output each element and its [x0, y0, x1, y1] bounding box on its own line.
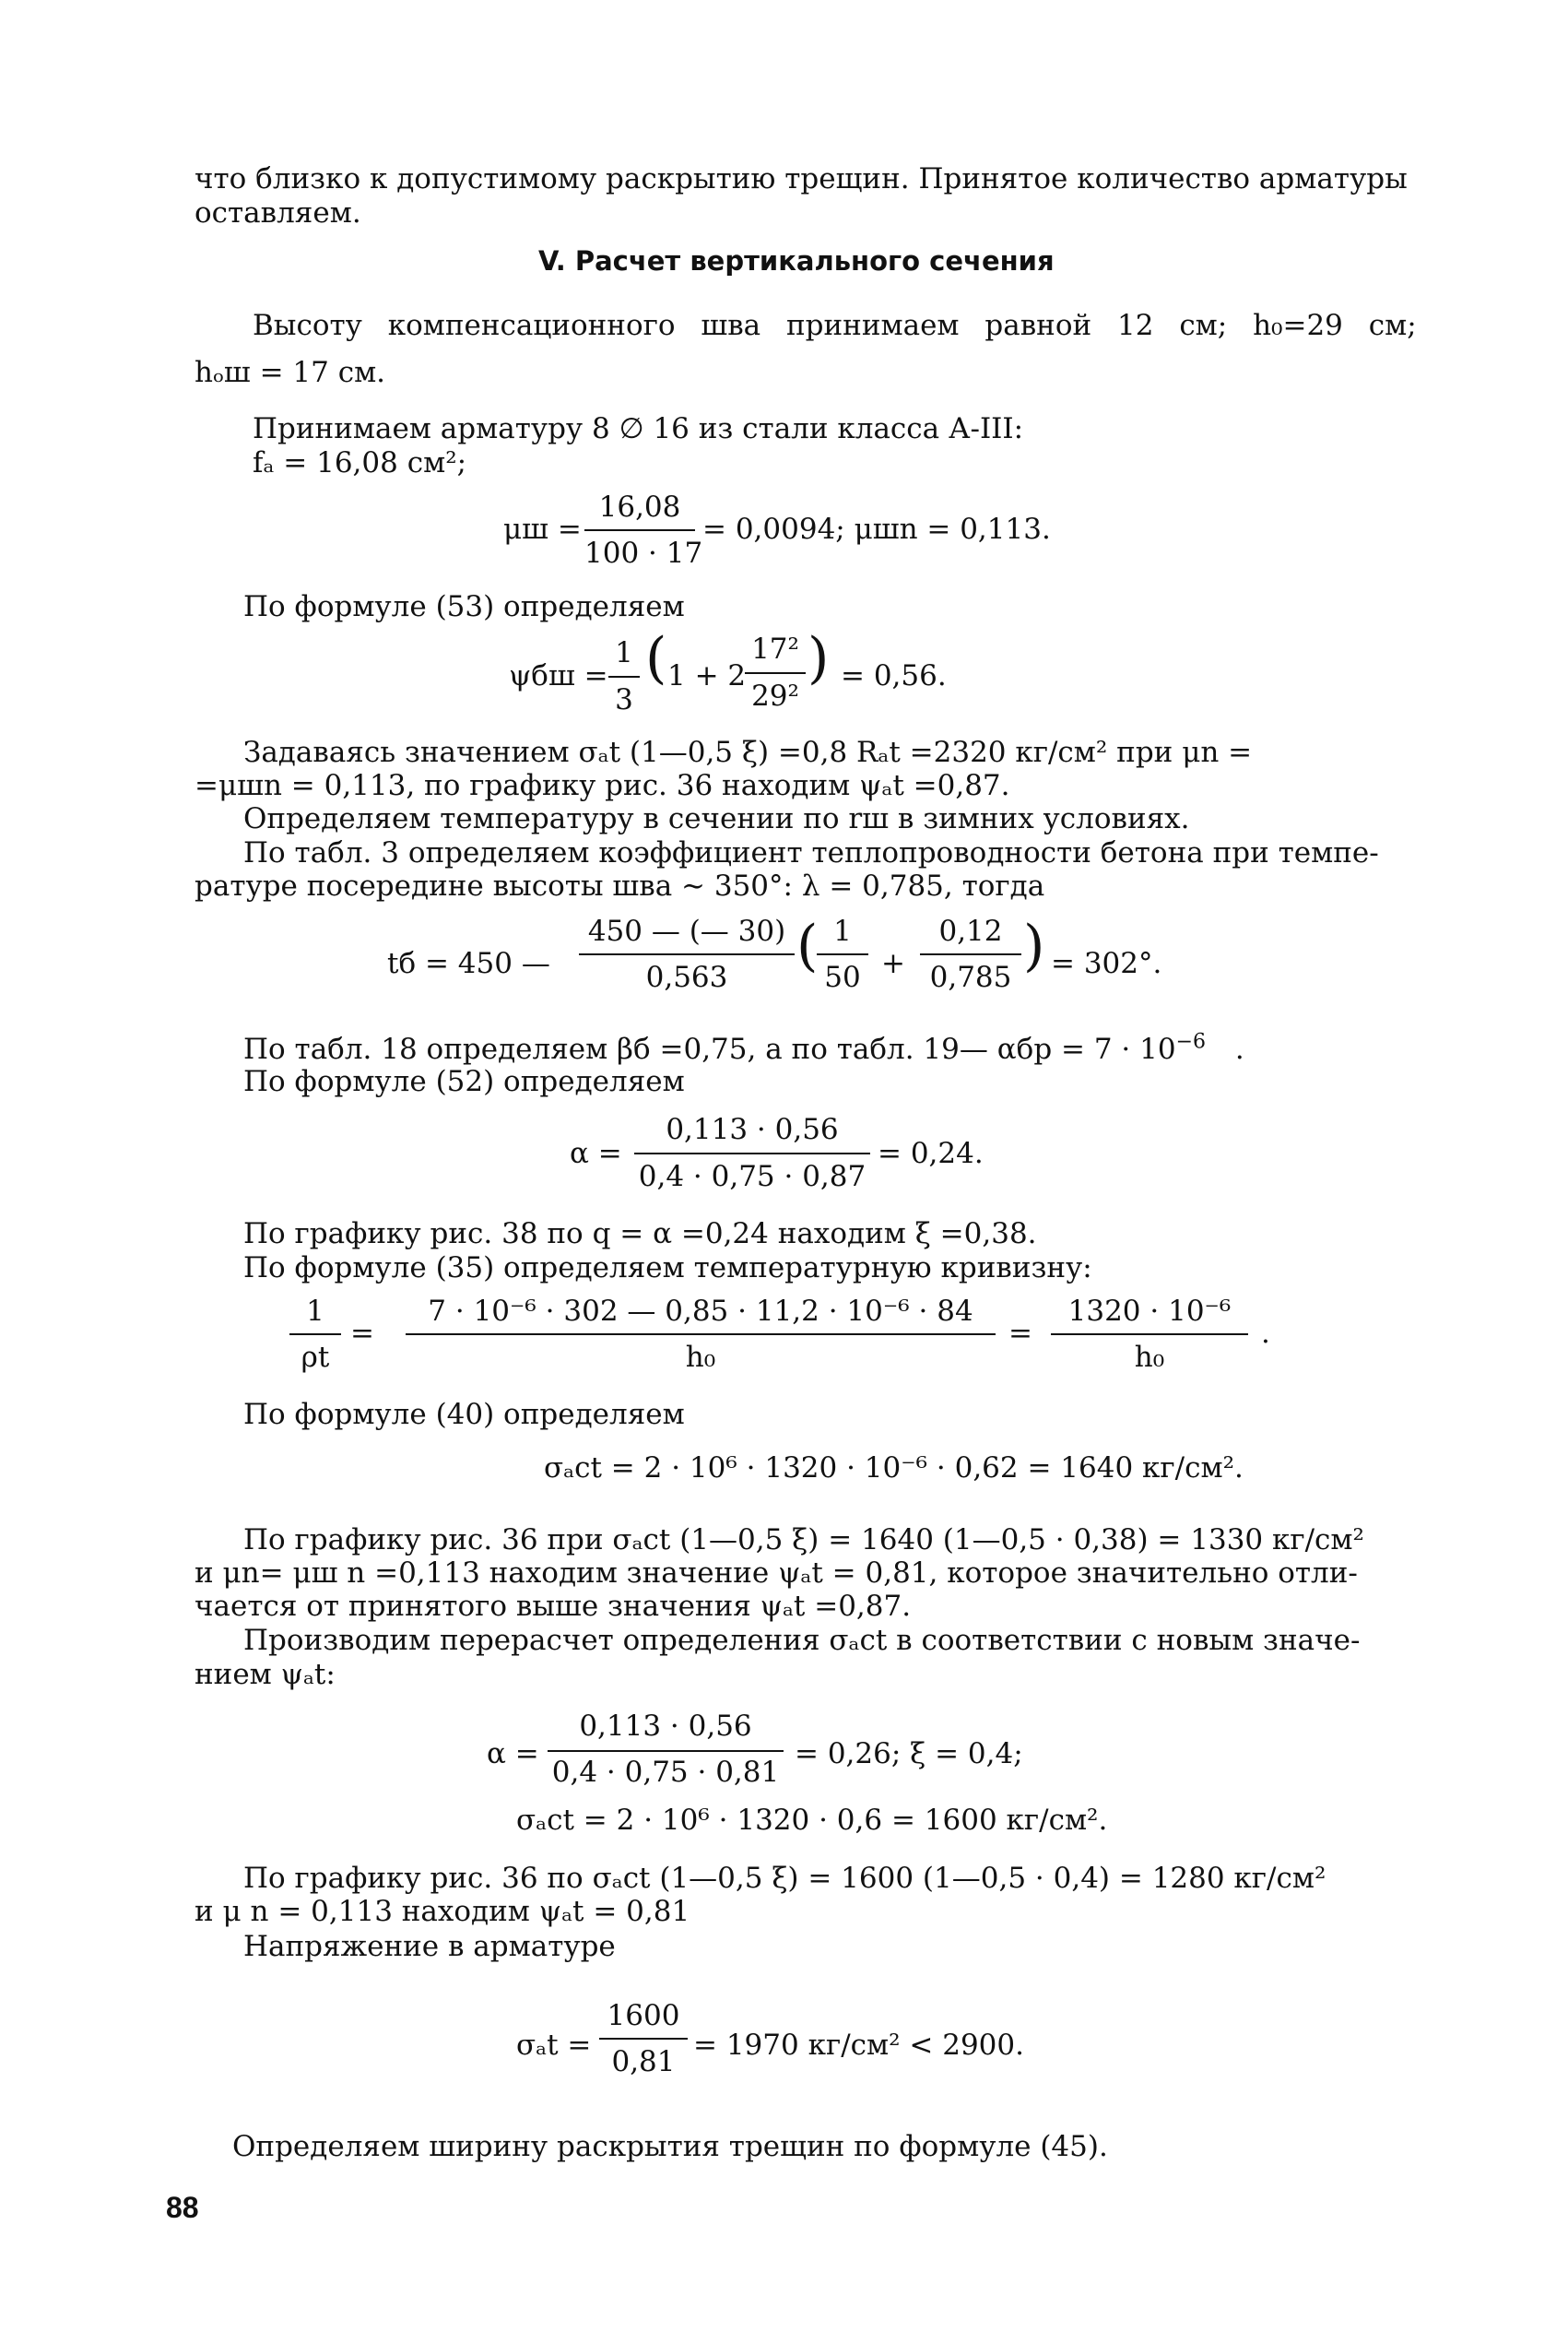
fraction-denominator: ρt: [301, 1341, 330, 1374]
fraction-numerator: 1: [306, 1295, 324, 1328]
text-line: что близко к допустимому раскрытию трещин. Принятое количество арматуры: [195, 162, 1408, 195]
equation-rhs: = 302°.: [1051, 947, 1162, 980]
superscript: −6: [1175, 1030, 1207, 1054]
fraction-bar: [579, 953, 795, 955]
text-segment: .: [1234, 1033, 1244, 1066]
equation-term: 1 + 2: [667, 659, 747, 692]
fraction-denominator: 0,563: [645, 961, 728, 994]
fraction-numerator: 1: [833, 915, 852, 948]
text-line: нием ψₐt:: [195, 1658, 336, 1691]
fraction-denominator: 100 · 17: [584, 537, 703, 570]
fraction-bar: [920, 953, 1021, 955]
text-line: ратуре посередине высоты шва ∼ 350°: λ = 0,785, тогда: [195, 870, 1045, 903]
fraction-numerator: 16,08: [598, 491, 681, 524]
fraction-bar: [745, 672, 806, 674]
text-line: Определяем ширину раскрытия трещин по формуле (45).: [232, 2130, 1108, 2163]
equation-lhs: ψбш =: [509, 659, 608, 692]
text-line: По формуле (53) определяем: [243, 590, 685, 623]
right-paren: ): [808, 626, 830, 691]
text-line: Высоту компенсационного шва принимаем равной 12 см; h₀=29 см;: [253, 309, 1417, 342]
text-line: По графику рис. 36 по σₐct (1—0,5 ξ) = 1600 (1—0,5 · 0,4) = 1280 кг/см²: [243, 1862, 1326, 1895]
fraction-bar: [1051, 1333, 1248, 1335]
equals-sign: =: [1008, 1317, 1032, 1350]
text-line: [243, 1031, 1244, 1068]
equation: σₐct = 2 · 10⁶ · 1320 · 10⁻⁶ · 0,62 = 1640 кг/см².: [544, 1451, 1244, 1485]
left-paren: (: [796, 914, 819, 978]
right-paren: ): [1023, 914, 1045, 978]
equation-rhs: = 0,56.: [841, 659, 947, 692]
equals-sign: =: [350, 1317, 374, 1350]
fraction-denominator: 0,81: [611, 2045, 676, 2078]
equation-rhs: = 0,26; ξ = 0,4;: [795, 1737, 1023, 1770]
equation: σₐct = 2 · 10⁶ · 1320 · 0,6 = 1600 кг/см².: [516, 1804, 1108, 1837]
equation-lhs: σₐt =: [516, 2029, 592, 2062]
equation-rhs: = 1970 кг/см² < 2900.: [693, 2029, 1024, 2062]
page-number: 88: [166, 2191, 199, 2224]
fraction-denominator: 0,785: [929, 961, 1012, 994]
equation-lhs: α =: [570, 1137, 622, 1170]
text-line: hₒш = 17 см.: [195, 356, 386, 389]
equation-rhs: = 0,0094; μшn = 0,113.: [702, 513, 1051, 546]
fraction-numerator: 450 — (— 30): [587, 915, 786, 948]
fraction-denominator: 50: [824, 961, 861, 994]
left-paren: (: [645, 626, 667, 691]
fraction-bar: [406, 1333, 996, 1335]
text-line: По графику рис. 38 по q = α =0,24 находим ξ =0,38.: [243, 1217, 1037, 1250]
text-segment: По табл. 18 определяем βб =0,75, а по табл. 19— αбр = 7 · 10: [243, 1033, 1176, 1066]
text-line: По формуле (52) определяем: [243, 1065, 685, 1098]
fraction-bar: [584, 529, 695, 531]
equation-end: .: [1261, 1317, 1270, 1350]
text-line: fₐ = 16,08 см²;: [253, 446, 467, 479]
fraction-bar: [634, 1153, 870, 1154]
text-line: По графику рис. 36 при σₐct (1—0,5 ξ) = 1640 (1—0,5 · 0,38) = 1330 кг/см²: [243, 1523, 1364, 1556]
fraction-numerator: 7 · 10⁻⁶ · 302 — 0,85 · 11,2 · 10⁻⁶ · 84: [428, 1295, 973, 1328]
equation-lhs: μш =: [503, 513, 582, 546]
section-heading: V. Расчет вертикального сечения: [538, 245, 1055, 277]
text-line: и μn= μш n =0,113 находим значение ψₐt = 0,81, которое значительно отли-: [195, 1556, 1358, 1590]
fraction-bar: [289, 1333, 341, 1335]
text-line: По формуле (40) определяем: [243, 1398, 685, 1431]
fraction-numerator: 0,113 · 0,56: [666, 1113, 839, 1146]
fraction-denominator: 0,4 · 0,75 · 0,81: [551, 1756, 780, 1789]
fraction-numerator: 1: [615, 636, 633, 669]
fraction-numerator: 1320 · 10⁻⁶: [1067, 1295, 1232, 1328]
text-line: По табл. 3 определяем коэффициент теплопроводности бетона при темпе-: [243, 836, 1379, 870]
text-line: Принимаем арматуру 8 ∅ 16 из стали класса А-III:: [253, 412, 1024, 445]
text-line: Напряжение в арматуре: [243, 1930, 616, 1963]
fraction-denominator: h₀: [1134, 1341, 1165, 1374]
fraction-bar: [608, 676, 640, 678]
fraction-denominator: 29²: [751, 680, 799, 713]
text-line: и μ n = 0,113 находим ψₐt = 0,81: [195, 1895, 690, 1928]
text-line: Задаваясь значением σₐt (1—0,5 ξ) =0,8 Rₐt =2320 кг/см² при μn =: [243, 736, 1253, 769]
equation-lhs: tб = 450 —: [387, 947, 550, 980]
text-line: оставляем.: [195, 196, 361, 230]
equation-term: +: [881, 947, 905, 980]
text-line: Производим перерасчет определения σₐct в соответствии с новым значе-: [243, 1624, 1361, 1657]
fraction-bar: [599, 2038, 688, 2040]
text-line: чается от принятого выше значения ψₐt =0,87.: [195, 1590, 912, 1623]
fraction-bar: [817, 953, 868, 955]
text-line: =μшn = 0,113, по графику рис. 36 находим ψₐt =0,87.: [195, 769, 1010, 802]
text-line: По формуле (35) определяем температурную кривизну:: [243, 1251, 1092, 1284]
fraction-denominator: h₀: [685, 1341, 716, 1374]
fraction-denominator: 0,4 · 0,75 · 0,87: [638, 1160, 867, 1193]
equation-lhs: α =: [487, 1737, 539, 1770]
fraction-numerator: 1600: [607, 1999, 680, 2032]
fraction-bar: [548, 1750, 784, 1752]
text-line: Определяем температуру в сечении по rш в зимних условиях.: [243, 802, 1190, 835]
fraction-denominator: 3: [615, 683, 633, 716]
fraction-numerator: 0,12: [938, 915, 1003, 948]
fraction-numerator: 17²: [751, 633, 799, 666]
fraction-numerator: 0,113 · 0,56: [579, 1710, 752, 1743]
equation-rhs: = 0,24.: [878, 1137, 984, 1170]
